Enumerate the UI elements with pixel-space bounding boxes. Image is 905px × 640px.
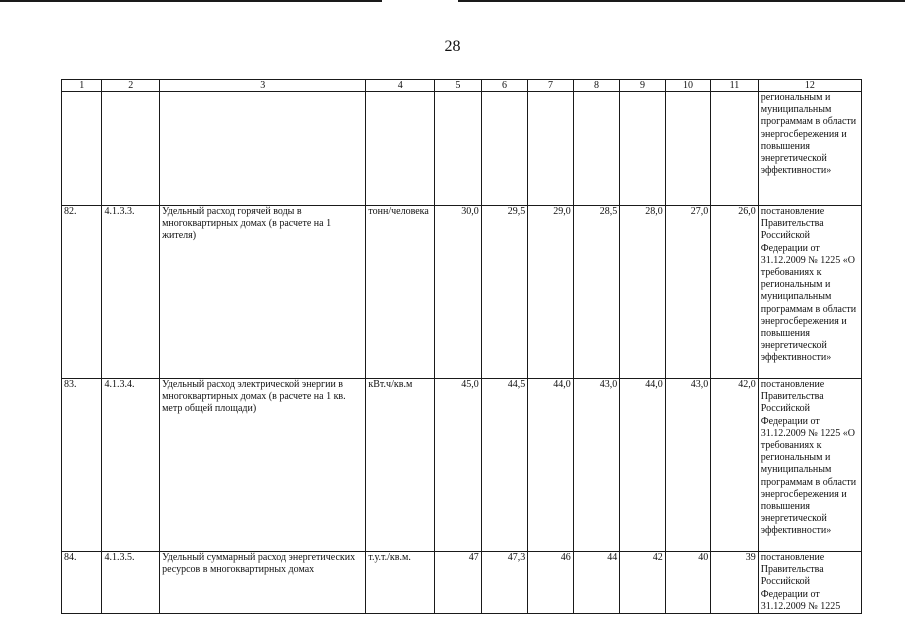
basis-cell: постановление Правительства Российской Федерации от 31.12.2009 № 1225 xyxy=(758,552,861,614)
col-header: 9 xyxy=(620,80,666,92)
indicator-name: Удельный расход горячей воды в многоквартирных домах (в расчете на 1 жителя) xyxy=(160,206,366,379)
basis-cell: региональным и муниципальным программам в области энергосбережения и повышения энергетической эффективности» xyxy=(758,92,861,206)
table-row xyxy=(62,206,862,379)
value-cell: 42 xyxy=(620,552,666,614)
value-cell: 29,5 xyxy=(481,206,528,379)
col-header: 6 xyxy=(481,80,528,92)
value-cell: 28,0 xyxy=(620,206,666,379)
row-number: 82. xyxy=(62,206,102,379)
value-cell: 44 xyxy=(573,552,620,614)
table-row-continuation xyxy=(62,92,862,206)
table-cell xyxy=(481,92,528,206)
value-cell: 44,0 xyxy=(528,379,574,552)
row-code: 4.1.3.4. xyxy=(102,379,160,552)
basis-cell: постановление Правительства Российской Федерации от 31.12.2009 № 1225 «О требованиях к региональным и муниципальным программам в области энергосбережения и повышения энергетической эффективности» xyxy=(758,379,861,552)
table-cell xyxy=(366,92,435,206)
indicators-table xyxy=(61,79,862,614)
value-cell: 47,3 xyxy=(481,552,528,614)
value-cell: 29,0 xyxy=(528,206,574,379)
value-cell: 30,0 xyxy=(435,206,482,379)
row-code: 4.1.3.3. xyxy=(102,206,160,379)
scan-edge-left xyxy=(0,0,382,2)
table-cell xyxy=(528,92,574,206)
header-row xyxy=(62,80,862,92)
col-header: 12 xyxy=(758,80,861,92)
value-cell: 42,0 xyxy=(711,379,759,552)
table-cell xyxy=(711,92,759,206)
value-cell: 44,5 xyxy=(481,379,528,552)
table-cell xyxy=(160,92,366,206)
table-cell xyxy=(62,92,102,206)
value-cell: 40 xyxy=(665,552,711,614)
row-number: 84. xyxy=(62,552,102,614)
table-cell xyxy=(435,92,482,206)
value-cell: 27,0 xyxy=(665,206,711,379)
col-header: 4 xyxy=(366,80,435,92)
indicator-name: Удельный суммарный расход энергетических ресурсов в многоквартирных домах xyxy=(160,552,366,614)
scan-edge-right xyxy=(458,0,905,2)
value-cell: 43,0 xyxy=(665,379,711,552)
page-number: 28 xyxy=(444,38,461,55)
unit-cell: тонн/человека xyxy=(366,206,435,379)
table-cell xyxy=(573,92,620,206)
col-header: 5 xyxy=(435,80,482,92)
col-header: 10 xyxy=(665,80,711,92)
scan-edge xyxy=(0,0,905,6)
col-header: 7 xyxy=(528,80,574,92)
col-header: 3 xyxy=(160,80,366,92)
value-cell: 26,0 xyxy=(711,206,759,379)
table-row xyxy=(62,379,862,552)
unit-cell: т.у.т./кв.м. xyxy=(366,552,435,614)
row-number: 83. xyxy=(62,379,102,552)
value-cell: 47 xyxy=(435,552,482,614)
value-cell: 44,0 xyxy=(620,379,666,552)
table-cell xyxy=(102,92,160,206)
table-cell xyxy=(665,92,711,206)
unit-cell: кВт.ч/кв.м xyxy=(366,379,435,552)
indicator-name: Удельный расход электрической энергии в многоквартирных домах (в расчете на 1 кв. метр общей площади) xyxy=(160,379,366,552)
col-header: 11 xyxy=(711,80,759,92)
value-cell: 28,5 xyxy=(573,206,620,379)
value-cell: 43,0 xyxy=(573,379,620,552)
col-header: 2 xyxy=(102,80,160,92)
value-cell: 45,0 xyxy=(435,379,482,552)
value-cell: 39 xyxy=(711,552,759,614)
table-cell xyxy=(620,92,666,206)
col-header: 8 xyxy=(573,80,620,92)
value-cell: 46 xyxy=(528,552,574,614)
row-code: 4.1.3.5. xyxy=(102,552,160,614)
basis-cell: постановление Правительства Российской Федерации от 31.12.2009 № 1225 «О требованиях к региональным и муниципальным программам в области энергосбережения и повышения энергетической эффективности» xyxy=(758,206,861,379)
table-row xyxy=(62,552,862,614)
col-header: 1 xyxy=(62,80,102,92)
